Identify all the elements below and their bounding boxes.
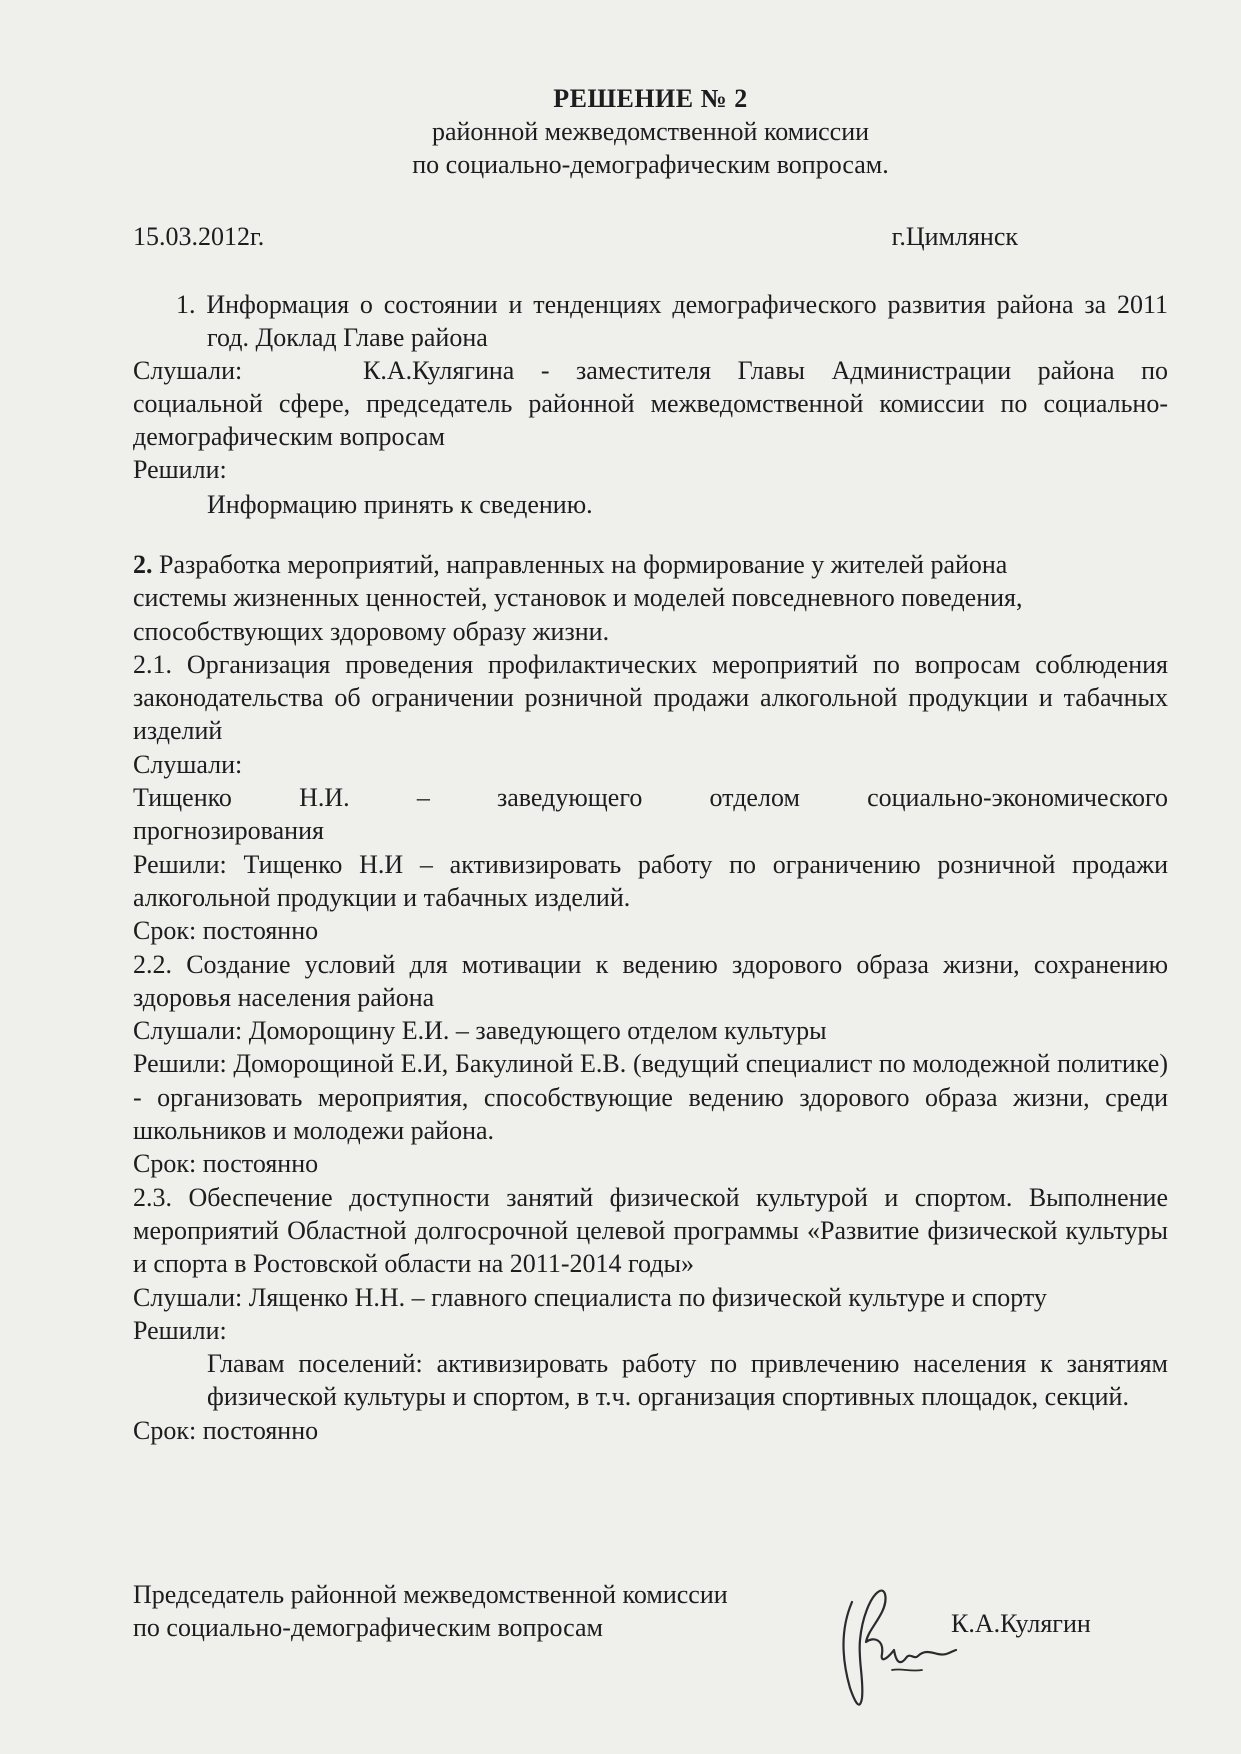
item-1-heard-label: Слушали: bbox=[133, 356, 243, 385]
chairman-position-line-2: по социально-демографическим вопросам bbox=[133, 1613, 603, 1642]
item-2-2-term: Срок: постоянно bbox=[133, 1149, 319, 1179]
item-2-heading bbox=[133, 548, 1168, 648]
document-place: г.Цимлянск bbox=[891, 222, 1018, 251]
item-2-3-text: 2.3. Обеспечение доступности занятий физической культурой и спортом. Выполнение мероприятий Областной долгосрочной целевой программы «Развитие физической культуры и спорта в Ростовской области на 2011-2014 годы» bbox=[133, 1182, 1168, 1279]
item-2-1-text: 2.1. Организация проведения профилактических мероприятий по вопросам соблюдения законодательства об ограничении розничной продажи алкогольной продукции и табачных изделий bbox=[133, 649, 1168, 746]
item-2-2-text: 2.2. Создание условий для мотивации к ведению здорового образа жизни, сохранению здоровья населения района bbox=[133, 949, 1168, 1012]
item-1 bbox=[133, 288, 1168, 521]
chairman-name: К.А.Кулягин bbox=[951, 1609, 1091, 1638]
title-line-commission: районной межведомственной комиссии bbox=[431, 117, 870, 146]
item-1-heard-text-1: К.А.Кулягина - заместителя Главы Администрации района по bbox=[363, 356, 1168, 385]
item-1-decided-label: Решили: bbox=[133, 455, 227, 484]
item-1-heading bbox=[133, 288, 1168, 354]
item-1-decided-text: Информацию принять к сведению. bbox=[207, 490, 593, 519]
item-2-1-term: Срок: постоянно bbox=[133, 916, 319, 946]
item-1-text: Информация о состоянии и тенденциях демографического развития района за 2011 год. Доклад Главе района bbox=[206, 290, 1168, 352]
item-2-1-decided: Решили: Тищенко Н.И – активизировать работу по ограничению розничной продажи алкогольной продукции и табачных изделий. bbox=[133, 849, 1168, 912]
document-date: 15.03.2012г. bbox=[133, 222, 265, 251]
item-2-3-decided-text: Главам поселений: активизировать работу по привлечению населения к занятиям физической культуры и спортом, в т.ч. организация спортивных площадок, секций. bbox=[207, 1349, 1168, 1412]
item-1-number: 1. bbox=[176, 290, 196, 319]
title-line-topic: по социально-демографическим вопросам. bbox=[412, 150, 889, 179]
handwritten-signature bbox=[830, 1570, 980, 1720]
item-2-2-decided: Решили: Доморощиной Е.И, Бакулиной Е.В. (ведущий специалист по молодежной политике) - организовать мероприятия, способствующие ведению здорового образа жизни, среди школьников и молодежи района. bbox=[133, 1049, 1168, 1146]
item-2-3-term: Срок: постоянно bbox=[133, 1415, 319, 1445]
item-2-3-heard: Слушали: Лященко Н.Н. – главного специалиста по физической культуре и спорту bbox=[133, 1282, 1047, 1312]
decision-heading: РЕШЕНИЕ № 2 bbox=[553, 84, 748, 113]
document-title bbox=[133, 82, 1168, 181]
item-2-1-heard-text: Тищенко Н.И. – заведующего отделом социально-экономического прогнозирования bbox=[133, 783, 1168, 846]
item-2-1-heard-label: Слушали: bbox=[133, 749, 243, 779]
item-1-heard-text-2: социальной сфере, председатель районной межведомственной комиссии по социально-демографическим вопросам bbox=[133, 389, 1168, 451]
chairman-position-line-1: Председатель районной межведомственной комиссии bbox=[133, 1580, 728, 1609]
item-2-number: 2. bbox=[133, 550, 153, 579]
item-2 bbox=[133, 548, 1168, 1447]
item-2-3-decided-label: Решили: bbox=[133, 1315, 227, 1345]
item-1-heard-line bbox=[133, 354, 1168, 387]
item-2-2-heard: Слушали: Доморощину Е.И. – заведующего отделом культуры bbox=[133, 1016, 827, 1046]
date-place-line bbox=[133, 222, 1018, 252]
item-2-text: Разработка мероприятий, направленных на формирование у жителей района системы жизненных ценностей, установок и моделей повседневного поведения, способствующих здоровому образу жизни. bbox=[133, 550, 1023, 646]
